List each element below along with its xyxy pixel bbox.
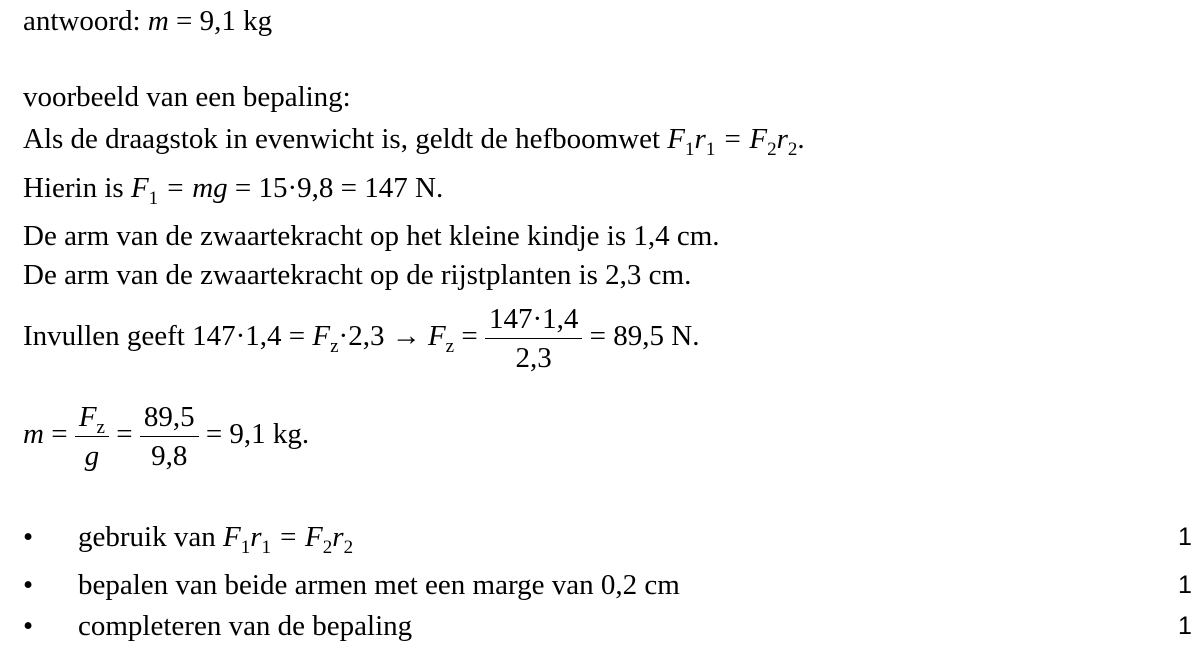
fill-line: Invullen geeft $147\cdot 1,4 = F_z\cdot 2,3 \to F_z$ = $\frac{147\cdot 1,4}{2,3}$ = 89,5 N. xyxy=(23,296,699,377)
answer-var: m xyxy=(147,5,169,37)
criterion-text: completeren van de bepaling xyxy=(78,610,413,642)
mass-line: m = $\frac{F_z}{g}$ = $\frac{89,5}{9,8}$ = 9,1 kg. xyxy=(23,394,309,475)
mass-fraction-2 xyxy=(140,398,199,475)
fill-fraction xyxy=(485,300,582,377)
mass-var: m xyxy=(23,418,44,450)
bullet-icon: • xyxy=(23,569,34,601)
answer-line xyxy=(23,4,272,38)
lever-end: . xyxy=(797,123,805,155)
fill-fz1: $F_z$ xyxy=(312,320,339,357)
example-heading: voorbeeld van een bepaling: xyxy=(23,81,351,113)
force-line xyxy=(23,171,444,209)
arm2-line: De arm van de zwaartekracht op de rijstplanten is 2,3 cm. xyxy=(23,259,692,291)
force-expr: = 15·9,8 = 147 N. xyxy=(227,172,444,204)
answer-prefix: antwoord: xyxy=(23,5,148,37)
mass-num1: $F_z$ xyxy=(78,400,105,438)
force-symbol: $F_1$ = mg xyxy=(130,172,228,209)
fill-mid: ·2,3 → xyxy=(338,320,428,352)
fill-numerator: 147·1,4 xyxy=(488,302,579,335)
mass-end: = 9,1 kg. xyxy=(198,418,310,450)
arm1-line: De arm van de zwaartekracht op het kleine kindje is 1,4 cm. xyxy=(23,220,720,252)
fill-text: Invullen geeft 147·1,4 = xyxy=(23,320,313,352)
mass-num2: 89,5 xyxy=(143,400,195,433)
lever-text: Als de draagstok in evenwicht is, geldt de hefboomwet xyxy=(23,123,668,155)
mass-den1: g xyxy=(84,439,100,472)
criterion-score: 1 xyxy=(1178,523,1192,551)
bullet-icon: • xyxy=(23,610,34,642)
fill-denominator: 2,3 xyxy=(515,341,552,374)
criterion-text: gebruik van $F_1r_1 = F_2r_2$ xyxy=(78,521,354,558)
mass-den2: 9,8 xyxy=(151,439,188,472)
criterion-score: 1 xyxy=(1178,571,1192,599)
lever-formula: $F_1r_1 = F_2r_2$ xyxy=(667,123,798,160)
criterion-text: bepalen van beide armen met een marge van 0,2 cm xyxy=(78,569,680,601)
force-text: Hierin is xyxy=(23,172,131,204)
mass-fraction-1 xyxy=(75,398,109,475)
lever-line xyxy=(23,122,805,160)
fill-end: = 89,5 N. xyxy=(582,320,700,352)
fill-fz2: $F_z$ xyxy=(427,320,455,357)
bullet-icon: • xyxy=(23,521,34,553)
answer-value: = 9,1 kg xyxy=(168,5,273,37)
criterion-score: 1 xyxy=(1178,612,1192,640)
